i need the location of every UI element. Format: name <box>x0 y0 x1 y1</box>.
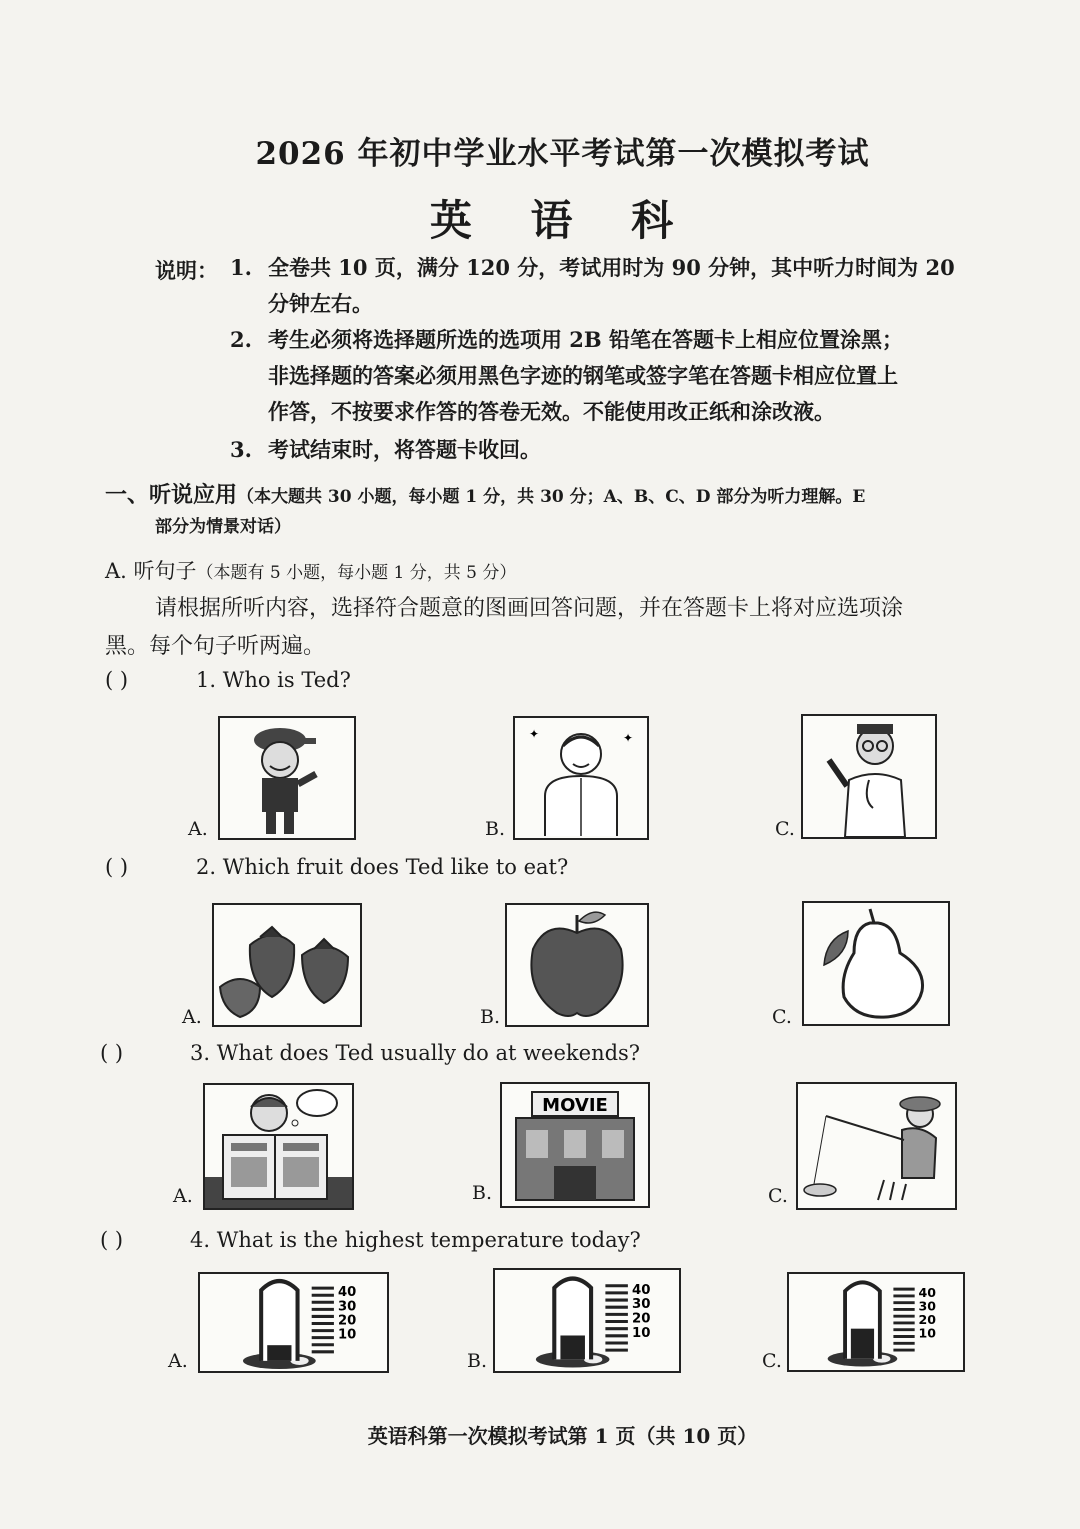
part-a-title: A. 听句子 <box>105 559 197 583</box>
note-line: 作答，不按要求作答的答卷无效。不能使用改正纸和涂改液。 <box>268 399 835 424</box>
thermometer-b-picture[interactable] <box>493 1268 681 1373</box>
note-2 <box>268 322 903 430</box>
part-a-heading <box>105 555 516 585</box>
boy-cap-picture[interactable] <box>218 716 356 840</box>
option-a-label: A. <box>182 1006 202 1028</box>
thermometer-c-picture[interactable] <box>787 1272 965 1372</box>
svg-text:✦: ✦ <box>529 727 540 741</box>
question-number: 4. <box>190 1228 211 1252</box>
movie-sign-text: MOVIE <box>542 1095 608 1116</box>
thermometer-scale-label: 30 <box>337 1299 357 1315</box>
note-line: 非选择题的答案必须用黑色字迹的钢笔或签字笔在答题卡相应位置上 <box>268 363 898 388</box>
reading-newspaper-picture[interactable] <box>203 1083 354 1210</box>
pear-picture[interactable] <box>802 901 950 1026</box>
option-b-label: B. <box>480 1006 501 1028</box>
section-title: 一、听说应用 <box>105 482 238 508</box>
note-number: 3. <box>230 437 252 462</box>
note-line: 考生必须将选择题所选的选项用 2B 铅笔在答题卡上相应位置涂黑； <box>268 327 903 352</box>
doctor-picture[interactable] <box>801 714 937 839</box>
question-text: Which fruit does Ted like to eat? <box>222 855 569 879</box>
question-number: 1. <box>196 668 217 692</box>
thermometer-mercury <box>851 1329 874 1359</box>
note-3 <box>268 432 541 468</box>
subject-title: 英 语 科 <box>429 196 696 245</box>
question-text: Who is Ted? <box>222 668 351 692</box>
option-c-label: C. <box>775 818 795 840</box>
option-b-label: B. <box>467 1350 488 1372</box>
question-3 <box>190 1041 640 1065</box>
thermometer-scale-label: 10 <box>631 1325 651 1341</box>
option-c-label: C. <box>762 1350 782 1372</box>
exam-title: 2026 年初中学业水平考试第一次模拟考试 <box>255 136 870 172</box>
thermometer-scale-label: 10 <box>337 1327 357 1343</box>
thermometer-scale-label: 40 <box>631 1282 651 1298</box>
option-a-label: A. <box>168 1350 188 1372</box>
section-desc-cont: 部分为情景对话） <box>155 517 291 537</box>
note-line: 全卷共 10 页，满分 120 分，考试用时为 90 分钟，其中听力时间为 20 <box>268 255 955 280</box>
option-b-label: B. <box>485 818 506 840</box>
section-desc: （本大题共 30 小题，每小题 1 分，共 30 分；A、B、C、D 部分为听力理解。E <box>237 487 866 507</box>
instruction-line: 黑。每个句子听两遍。 <box>105 634 326 659</box>
thermometer-drawing <box>495 1270 679 1371</box>
thermometer-scale-label: 20 <box>631 1311 651 1327</box>
thermometer-drawing <box>789 1274 963 1370</box>
thermometer-drawing <box>200 1274 387 1371</box>
question-4 <box>190 1228 641 1252</box>
question-number: 2. <box>196 855 217 879</box>
part-a-desc: （本题有 5 小题，每小题 1 分，共 5 分） <box>196 563 517 583</box>
option-c-label: C. <box>768 1185 788 1207</box>
question-2 <box>196 855 568 879</box>
option-a-label: A. <box>173 1185 193 1207</box>
answer-blank[interactable]: ( ) <box>105 855 129 879</box>
thermometer-scale-label: 40 <box>337 1285 357 1301</box>
apple-picture[interactable] <box>505 903 649 1027</box>
thermometer-scale-label: 30 <box>631 1297 651 1313</box>
answer-blank[interactable]: ( ) <box>105 668 129 692</box>
fat-man-picture[interactable] <box>513 716 649 840</box>
note-line: 考试结束时，将答题卡收回。 <box>268 437 541 462</box>
thermometer-scale-label: 40 <box>918 1284 937 1300</box>
answer-blank[interactable]: ( ) <box>100 1228 124 1252</box>
option-a-label: A. <box>188 818 208 840</box>
thermometer-a-picture[interactable] <box>198 1272 389 1373</box>
fishing-picture[interactable] <box>796 1082 957 1210</box>
option-b-label: B. <box>472 1182 493 1204</box>
thermometer-scale-label: 10 <box>918 1325 937 1341</box>
movie-theater-picture[interactable] <box>500 1082 650 1208</box>
question-text: What does Ted usually do at weekends? <box>216 1041 641 1065</box>
note-number: 2. <box>230 327 252 352</box>
question-text: What is the highest temperature today? <box>216 1228 641 1252</box>
note-1 <box>268 250 955 322</box>
option-c-label: C. <box>772 1006 792 1028</box>
answer-blank[interactable]: ( ) <box>100 1041 124 1065</box>
thermometer-mercury <box>267 1345 291 1361</box>
svg-text:✦: ✦ <box>623 731 634 745</box>
strawberries-picture[interactable] <box>212 903 362 1027</box>
thermometer-scale-label: 30 <box>918 1298 937 1314</box>
note-line: 分钟左右。 <box>268 291 373 316</box>
thermometer-scale-label: 20 <box>918 1311 937 1327</box>
notes-label: 说明： <box>155 258 218 283</box>
instruction-line: 请根据所听内容，选择符合题意的图画回答问题，并在答题卡上将对应选项涂 <box>155 596 904 621</box>
thermometer-mercury <box>560 1335 585 1359</box>
thermometer-scale-label: 20 <box>337 1313 357 1329</box>
page-footer: 英语科第一次模拟考试第 1 页（共 10 页） <box>367 1424 758 1448</box>
section-heading <box>105 478 865 509</box>
note-number: 1. <box>230 255 252 280</box>
question-number: 3. <box>190 1041 211 1065</box>
question-1 <box>196 668 351 692</box>
